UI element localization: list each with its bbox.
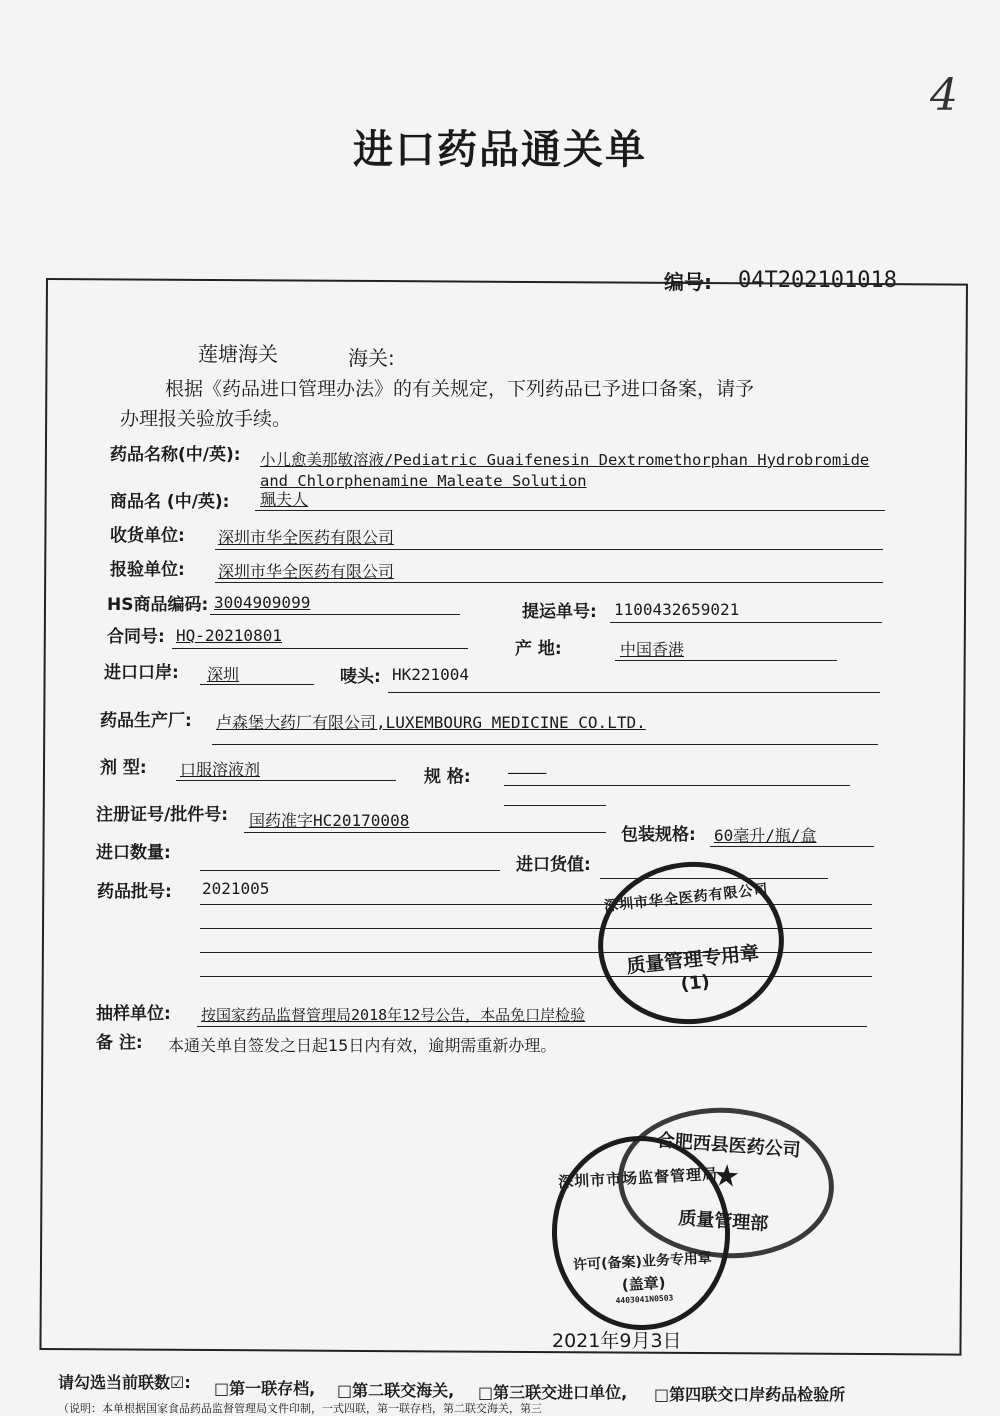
page-number-mark: 4 [930,70,958,121]
customs-name: 莲塘海关 [198,342,278,366]
dosage-form-value: 口服溶液剂 [180,760,261,779]
import-quantity-label: 进口数量: [96,843,171,863]
copy-option-1[interactable]: □第一联存档, [214,1379,316,1398]
shipping-mark-underline [388,692,880,693]
inspect-unit-label: 报验单位: [110,560,185,580]
trade-name: 珮夫人 [260,490,309,509]
sampling-unit-value: 按国家药品监督管理局2018年12号公告，本品免口岸检验 [201,1006,586,1024]
document-title: 进口药品通关单 [353,127,647,173]
drug-name-line-1: 小儿愈美那敏溶液/Pediatric Guaifenesin Dextromethorphan Hydrobromide [260,451,870,469]
copy-option-4[interactable]: □第四联交口岸药品检验所 [654,1385,846,1404]
batch-number-label: 药品批号: [97,882,172,902]
sampling-underline [197,1026,867,1027]
bol-label: 提运单号: [522,602,597,622]
trade-name-label: 商品名 (中/英): [110,492,230,512]
manufacturer-label: 药品生产厂: [100,711,192,731]
dosage-form-label: 剂 型: [100,758,147,778]
company-stamp-name: 深圳市华全医药有限公司 [603,881,770,915]
port-label: 进口口岸: [104,663,179,683]
packing-spec-underline [710,846,874,847]
authority-stamp-code: 4403041N0503 [615,1293,674,1306]
hs-code-label: HS商品编码: [107,595,209,615]
contract-value: HQ-20210801 [176,626,282,645]
star-icon: ★ [711,1158,742,1195]
hs-code-value: 3004909099 [214,593,311,612]
consignee-label: 收货单位: [110,526,185,546]
intro-line-1: 根据《药品进口管理办法》的有关规定，下列药品已予进口备案，请予 [165,378,755,400]
manufacturer-underline [212,744,878,745]
copy-option-2[interactable]: □第二联交海关, [337,1381,455,1400]
copy-option-3[interactable]: □第三联交进口单位, [478,1383,628,1402]
inspect-unit-underline [215,582,883,583]
dosage-form-underline [176,780,396,781]
footer-note: （说明：本单根据国家食品药品监督管理局文件印制，一式四联，第一联存档，第二联交海关，第三 [58,1402,542,1415]
bol-underline [610,622,882,623]
drug-name-label: 药品名称(中/英): [110,445,241,465]
consignee-value: 深圳市华全医药有限公司 [218,528,395,547]
registration-label: 注册证号/批件号: [96,805,229,825]
origin-underline [615,660,837,661]
trade-name-underline [255,510,885,511]
customs-suffix: 海关: [348,346,395,370]
document-number: 04T202101018 [738,268,897,293]
manufacturer-value: 卢森堡大药厂有限公司,LUXEMBOURG MEDICINE CO.LTD. [216,713,646,732]
import-value-label: 进口货值: [516,855,591,875]
spec-label: 规 格: [424,767,471,787]
remark-value: 本通关单自签发之日起15日内有效，逾期需重新办理。 [168,1036,557,1055]
registration-underline [244,832,606,833]
company-stamp-number: (1) [679,971,711,996]
sampling-unit-label: 抽样单位: [96,1004,171,1024]
spec-underline-2 [504,805,606,806]
packing-spec-label: 包装规格: [621,825,696,845]
consignee-underline [215,549,883,550]
inspect-unit-value: 深圳市华全医药有限公司 [218,562,395,581]
shipping-mark-value: HK221004 [392,665,470,684]
packing-spec-value: 60毫升/瓶/盒 [714,826,817,845]
intro-line-2: 办理报关验放手续。 [120,408,292,430]
hs-code-underline [210,614,460,615]
contract-underline [172,648,468,649]
copy-select-label: 请勾选当前联数☑: [58,1373,191,1392]
company-stamp-inner: 质量管理专用章 [625,942,761,978]
remark-label: 备 注: [96,1033,143,1053]
registration-value: 国药准字HC20170008 [249,811,410,830]
authority-stamp-word: (盖章) [621,1273,666,1295]
issue-date: 2021年9月3日 [552,1330,682,1352]
authority-stamp-name: 深圳市市场监督管理局 [557,1164,719,1192]
import-quantity-underline [200,870,500,871]
pharma-stamp-inner: 质量管理部 [677,1207,769,1236]
bol-value: 1100432659021 [614,600,740,619]
origin-value: 中国香港 [620,640,685,659]
port-value: 深圳 [207,665,240,684]
batch-number-value: 2021005 [202,879,270,898]
origin-label: 产 地: [515,639,562,659]
spec-value: ———— [508,763,547,782]
port-underline [200,684,314,685]
pharma-stamp-name: 合肥西县医药公司 [656,1130,802,1162]
contract-label: 合同号: [107,627,165,647]
authority-stamp-inner: 许可(备案)业务专用章 [572,1250,713,1274]
document-number-label: 编号: [664,270,712,294]
drug-name-line-2: and Chlorphenamine Maleate Solution [260,472,587,490]
spec-underline [504,785,850,786]
shipping-mark-label: 唛头: [340,667,381,687]
